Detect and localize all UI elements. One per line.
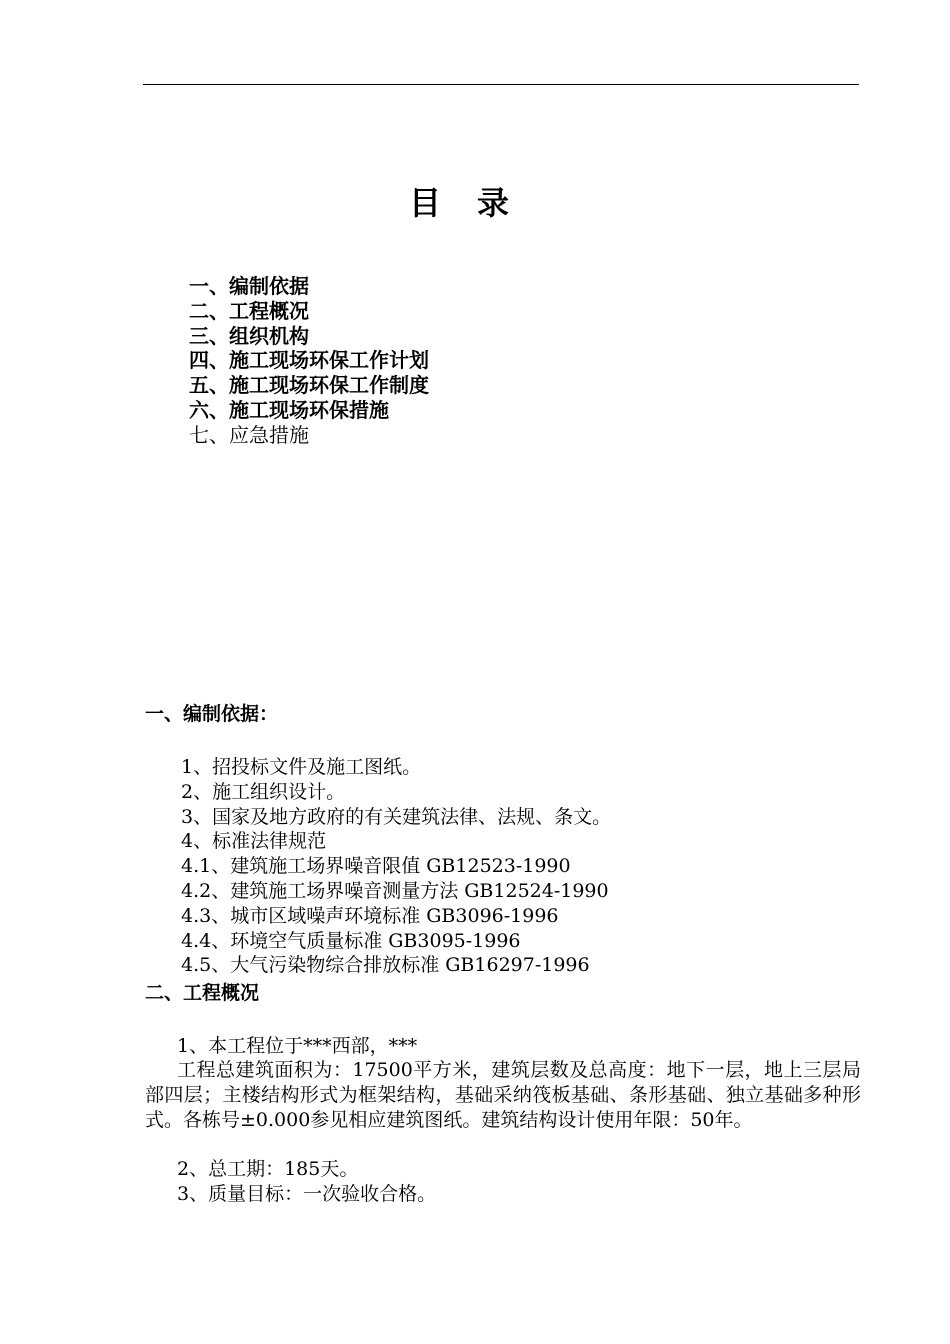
basis-list bbox=[181, 755, 611, 978]
section-heading-overview: 二、工程概况 bbox=[145, 982, 260, 1004]
list-item: 4.5、大气污染物综合排放标准 GB16297-1996 bbox=[181, 954, 590, 977]
list-item: 4.4、环境空气质量标准 GB3095-1996 bbox=[181, 929, 521, 952]
list-item: 3、质量目标：一次验收合格。 bbox=[177, 1182, 437, 1205]
list-item: 2、总工期：185天。 bbox=[177, 1158, 359, 1180]
list-item: 4、标准法律规范 bbox=[181, 830, 327, 853]
toc-item: 二、工程概况 bbox=[189, 298, 309, 323]
list-item: 4.1、建筑施工场界噪音限值 GB12523-1990 bbox=[181, 855, 571, 878]
overview-item-1 bbox=[177, 1034, 417, 1059]
list-item: 1、招投标文件及施工图纸。 bbox=[181, 756, 422, 778]
list-item: 4.3、城市区域噪声环境标准 GB3096-1996 bbox=[181, 904, 559, 927]
toc-item: 七、应急措施 bbox=[189, 422, 309, 447]
list-item: 4.2、建筑施工场界噪音测量方法 GB12524-1990 bbox=[181, 879, 609, 902]
toc-item: 六、施工现场环保措施 bbox=[189, 397, 389, 422]
toc-item: 五、施工现场环保工作制度 bbox=[189, 373, 429, 398]
table-of-contents bbox=[189, 274, 429, 448]
toc-item: 三、组织机构 bbox=[189, 323, 309, 348]
list-item: 3、国家及地方政府的有关建筑法律、法规、条文。 bbox=[181, 805, 612, 828]
header-rule bbox=[143, 84, 859, 85]
page-title: 目 录 bbox=[408, 184, 511, 222]
toc-item: 一、编制依据 bbox=[189, 274, 309, 298]
overview-paragraph: 工程总建筑面积为：17500平方米，建筑层数及总高度：地下一层，地上三层局部四层；主楼结构形式为框架结构，基础采纳筏板基础、条形基础、独立基础多种形式。各栋号±0.000参见相应建筑图纸。建筑结构设计使用年限：50年。 bbox=[145, 1059, 861, 1131]
toc-item: 四、施工现场环保工作计划 bbox=[189, 348, 429, 373]
list-item: 1、本工程位于***西部，*** bbox=[177, 1035, 418, 1057]
section-heading-basis: 一、编制依据： bbox=[145, 703, 279, 725]
overview-list bbox=[177, 1157, 436, 1207]
list-item: 2、施工组织设计。 bbox=[181, 780, 346, 803]
